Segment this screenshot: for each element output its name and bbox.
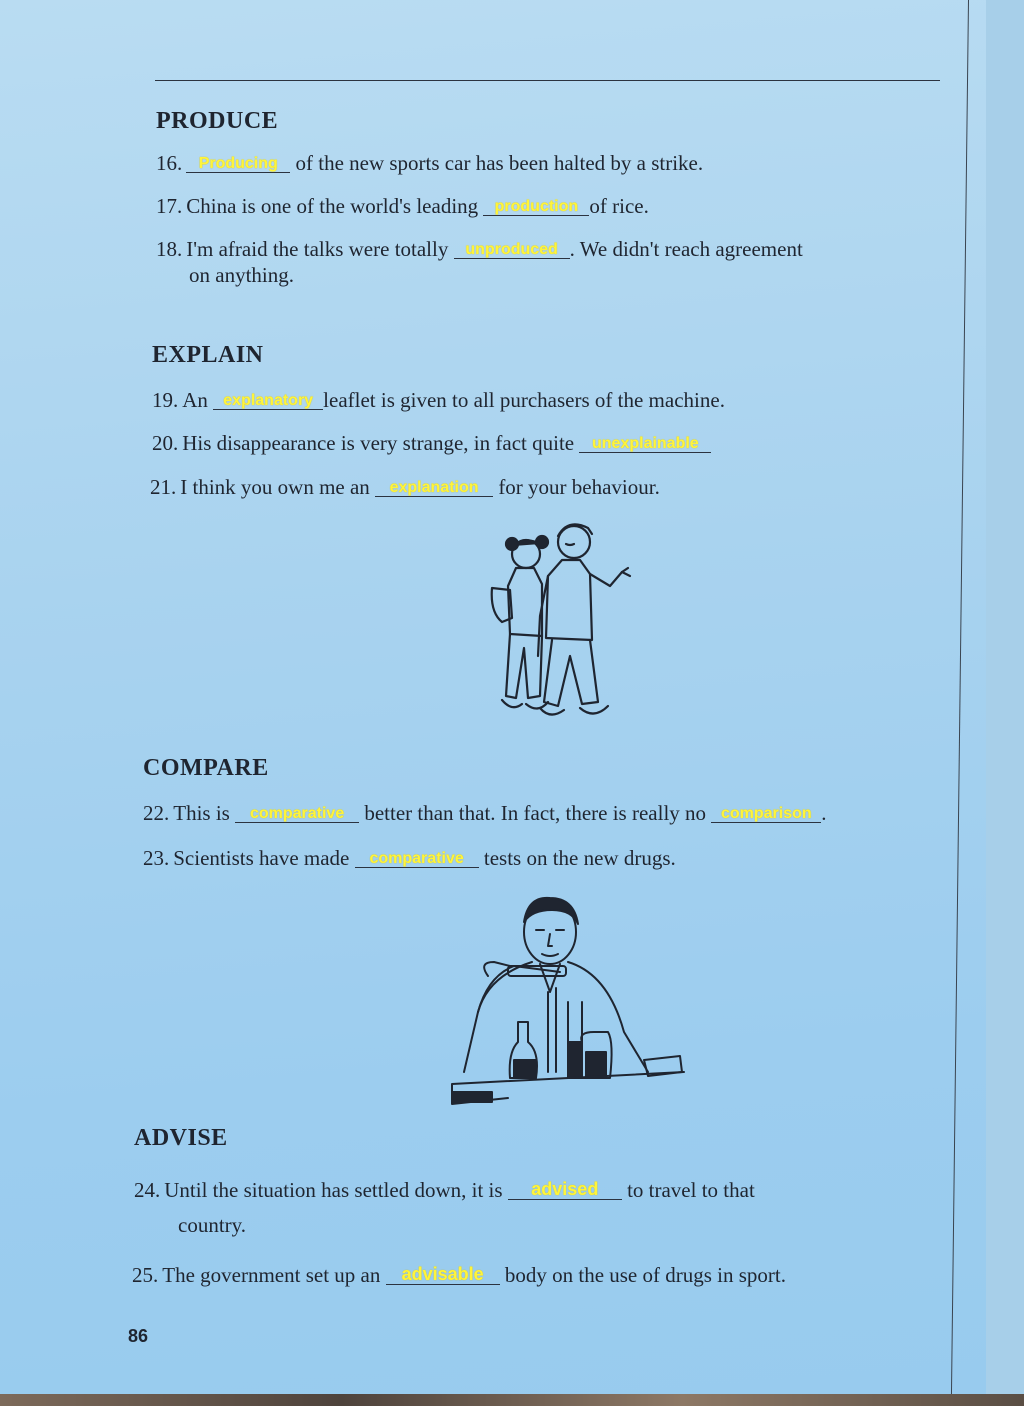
question-number: 16. [156, 151, 183, 175]
question-text: leaflet is given to all purchasers of the machine. [323, 388, 725, 412]
answer-blank[interactable] [213, 387, 323, 410]
question-24 [134, 1177, 755, 1203]
table-surface-edge [0, 1394, 1024, 1406]
question-number: 21. [150, 475, 177, 499]
answer-blank[interactable] [483, 193, 589, 216]
question-text: An [182, 388, 214, 412]
question-text: I think you own me an [180, 475, 376, 499]
answer-blank-2[interactable] [711, 800, 821, 823]
question-24-continuation: country. [178, 1213, 247, 1237]
boy-arm [590, 572, 622, 586]
answer-blank[interactable] [454, 236, 570, 259]
question-number: 20. [152, 431, 179, 455]
question-number: 19. [152, 388, 179, 412]
question-text: This is [173, 801, 236, 825]
question-20 [152, 430, 711, 456]
section-heading-advise: ADVISE [134, 1125, 228, 1151]
question-text: . [821, 801, 827, 825]
question-18-continuation: on anything. [189, 263, 294, 287]
question-number: 18. [156, 237, 183, 261]
answer-blank[interactable] [508, 1177, 622, 1200]
question-number: 23. [143, 846, 170, 870]
answer-blank[interactable] [386, 1262, 500, 1285]
answer-text: comparative [249, 805, 345, 822]
question-number: 24. [134, 1178, 161, 1202]
question-23 [143, 845, 676, 871]
page-number: 86 [128, 1326, 149, 1346]
question-text: I'm afraid the talks were totally [186, 237, 454, 261]
answer-text: comparison [720, 805, 812, 822]
question-25 [132, 1262, 786, 1288]
question-19 [152, 387, 725, 413]
question-22 [143, 800, 827, 826]
answer-text: explanatory [223, 392, 314, 409]
adjacent-page-edge [986, 0, 1024, 1406]
answer-blank[interactable] [375, 474, 493, 497]
students-walking-illustration [482, 516, 642, 726]
question-17 [156, 193, 649, 219]
answer-blank[interactable] [355, 845, 479, 868]
question-text: better than that. In fact, there is really no [359, 801, 712, 825]
question-text: of the new sports car has been halted by a strike. [290, 151, 704, 175]
question-number: 25. [132, 1263, 159, 1287]
question-text: His disappearance is very strange, in fact quite [182, 431, 580, 455]
question-16 [156, 150, 703, 176]
question-18 [156, 236, 803, 262]
question-text: to travel to that [621, 1178, 755, 1202]
question-text: Scientists have made [173, 846, 355, 870]
question-text: The government set up an [162, 1263, 386, 1287]
question-text: body on the use of drugs in sport. [499, 1263, 787, 1287]
scientist-illustration [448, 892, 688, 1106]
top-rule [155, 80, 940, 81]
question-text: for your behaviour. [493, 475, 660, 499]
question-text: China is one of the world's leading [186, 194, 484, 218]
question-text: Until the situation has settled down, it is [164, 1178, 508, 1202]
answer-blank[interactable] [186, 150, 290, 173]
question-text: tests on the new drugs. [478, 846, 676, 870]
answer-text: advised [531, 1179, 599, 1199]
answer-text: Producing [198, 155, 278, 172]
answer-text: explanation [389, 479, 479, 496]
answer-text: unproduced [465, 241, 558, 258]
answer-text: comparative [369, 850, 464, 867]
answer-text: unexplainable [592, 435, 699, 452]
answer-blank[interactable] [235, 800, 359, 823]
question-text: . We didn't reach agreement [569, 237, 803, 261]
answer-blank[interactable] [579, 430, 711, 453]
question-text: of rice. [589, 194, 649, 218]
question-number: 17. [156, 194, 183, 218]
section-heading-produce: PRODUCE [156, 108, 279, 134]
question-number: 22. [143, 801, 170, 825]
section-heading-explain: EXPLAIN [152, 342, 264, 368]
answer-text: advisable [401, 1264, 484, 1284]
answer-text: production [494, 198, 579, 215]
section-heading-compare: COMPARE [143, 755, 269, 781]
question-21 [150, 474, 660, 500]
page-edge-line [951, 0, 969, 1406]
